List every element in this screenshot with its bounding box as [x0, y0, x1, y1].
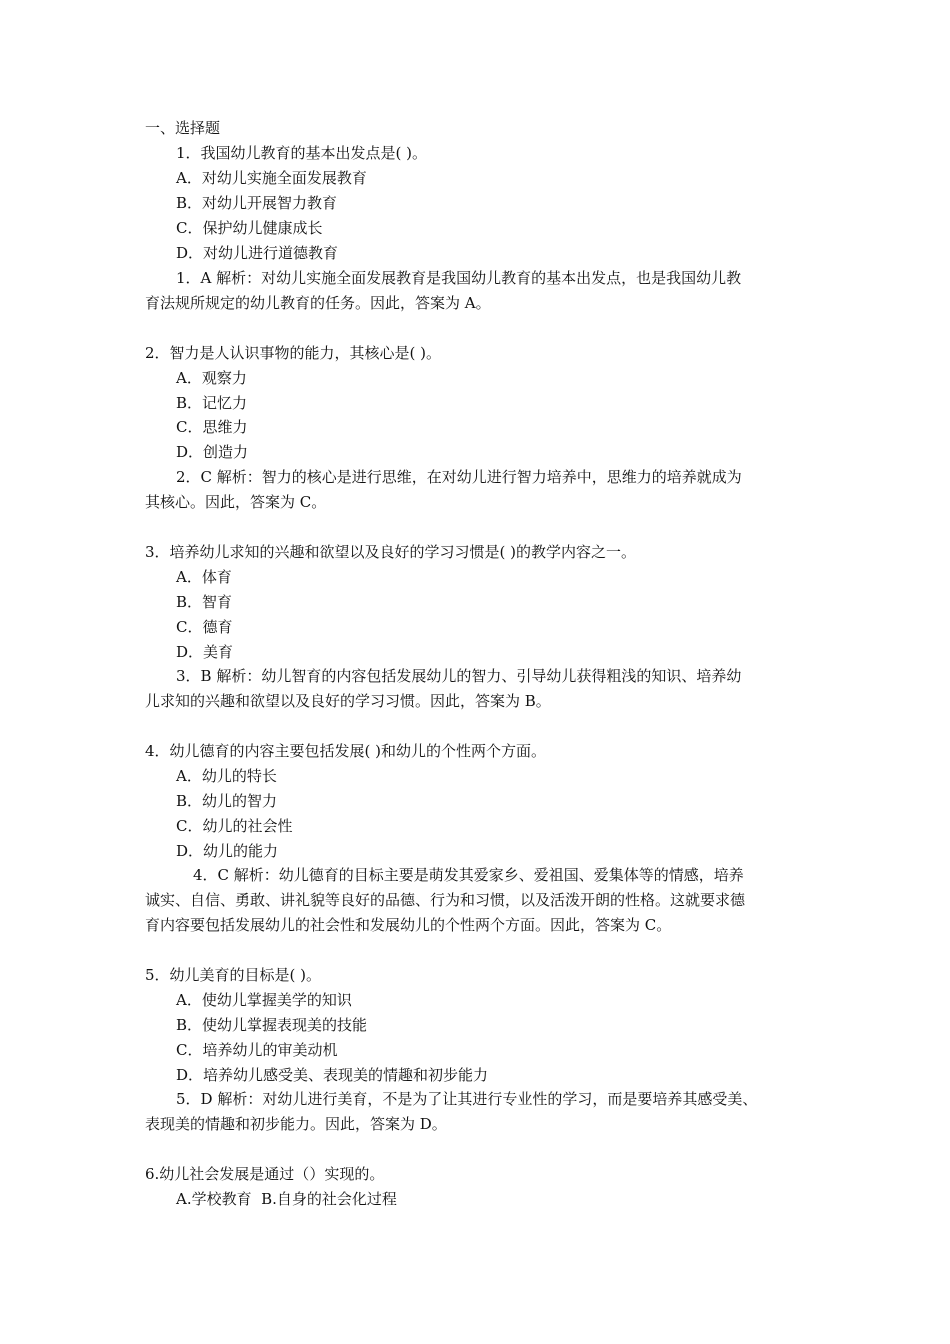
q3-explanation-line-2: 儿求知的兴趣和欲望以及良好的学习习惯。因此，答案为 B。: [145, 692, 551, 710]
q2-option-c: C．思维力: [176, 418, 248, 436]
q2-stem: 2．智力是人认识事物的能力，其核心是( )。: [145, 344, 442, 362]
q1-option-c: C．保护幼儿健康成长: [176, 219, 323, 237]
q3-option-d: D．美育: [176, 643, 234, 661]
q2-explanation-line-1: 2．C 解析：智力的核心是进行思维，在对幼儿进行智力培养中，思维力的培养就成为: [176, 468, 742, 486]
q2-option-a: A．观察力: [176, 369, 247, 387]
q2-option-b: B．记忆力: [176, 394, 248, 412]
q6-stem: 6.幼儿社会发展是通过（）实现的。: [145, 1165, 385, 1183]
q5-stem: 5．幼儿美育的目标是( )。: [145, 966, 322, 984]
q4-explanation-line-3: 育内容要包括发展幼儿的社会性和发展幼儿的个性两个方面。因此，答案为 C。: [145, 916, 672, 934]
q4-option-a: A．幼儿的特长: [176, 767, 277, 785]
q1-option-d: D．对幼儿进行道德教育: [176, 244, 339, 262]
q4-option-b: B．幼儿的智力: [176, 792, 278, 810]
q3-option-a: A．体育: [176, 568, 232, 586]
q5-explanation-line-2: 表现美的情趣和初步能力。因此，答案为 D。: [145, 1115, 447, 1133]
q4-option-d: D．幼儿的能力: [176, 842, 279, 860]
q3-option-b: B．智育: [176, 593, 233, 611]
q4-explanation-line-2: 诚实、自信、勇敢、讲礼貌等良好的品德、行为和习惯，以及活泼开朗的性格。这就要求德: [145, 891, 746, 909]
q1-explanation-line-2: 育法规所规定的幼儿教育的任务。因此，答案为 A。: [145, 294, 491, 312]
q5-option-d: D．培养幼儿感受美、表现美的情趣和初步能力: [176, 1066, 489, 1084]
q1-option-a: A．对幼儿实施全面发展教育: [176, 169, 367, 187]
q1-option-b: B．对幼儿开展智力教育: [176, 194, 338, 212]
q5-option-c: C．培养幼儿的审美动机: [176, 1041, 338, 1059]
q2-explanation-line-2: 其核心。因此，答案为 C。: [145, 493, 327, 511]
q5-option-b: B．使幼儿掌握表现美的技能: [176, 1016, 368, 1034]
q1-explanation-line-1: 1．A 解析：对幼儿实施全面发展教育是我国幼儿教育的基本出发点，也是我国幼儿教: [176, 269, 742, 287]
section-title: 一、选择题: [145, 119, 221, 137]
q1-stem: 1．我国幼儿教育的基本出发点是( )。: [176, 144, 428, 162]
q3-stem: 3．培养幼儿求知的兴趣和欲望以及良好的学习习惯是( )的教学内容之一。: [145, 543, 637, 561]
q4-explanation-line-1: 4．C 解析：幼儿德育的目标主要是萌发其爱家乡、爱祖国、爱集体等的情感，培养: [193, 866, 744, 884]
q3-option-c: C．德育: [176, 618, 233, 636]
q5-explanation-line-1: 5．D 解析：对幼儿进行美育，不是为了让其进行专业性的学习，而是要培养其感受美、: [176, 1090, 758, 1108]
q4-option-c: C．幼儿的社会性: [176, 817, 293, 835]
q6-options: A.学校教育 B.自身的社会化过程: [176, 1190, 397, 1208]
q3-explanation-line-1: 3．B 解析：幼儿智育的内容包括发展幼儿的智力、引导幼儿获得粗浅的知识、培养幼: [176, 667, 742, 685]
q2-option-d: D．创造力: [176, 443, 249, 461]
q4-stem: 4．幼儿德育的内容主要包括发展( )和幼儿的个性两个方面。: [145, 742, 547, 760]
q5-option-a: A．使幼儿掌握美学的知识: [176, 991, 352, 1009]
